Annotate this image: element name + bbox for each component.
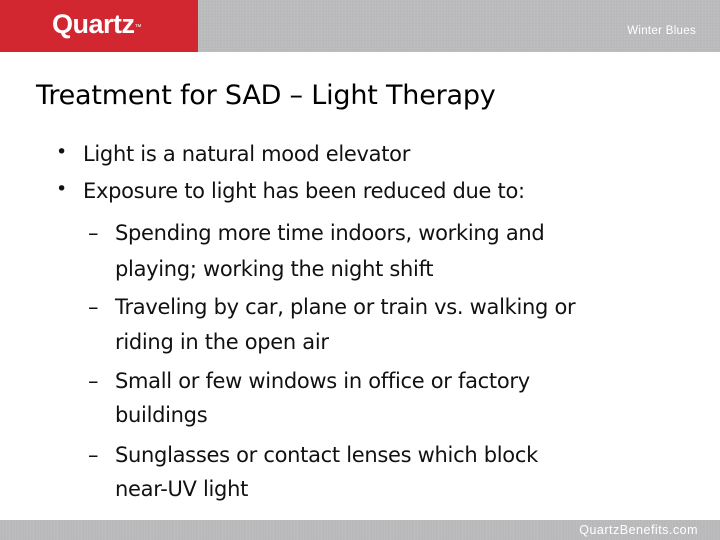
sub-bullet-continuation: near-UV light [115, 477, 249, 501]
slide-title: Treatment for SAD – Light Therapy [36, 80, 496, 111]
logo-text: Quartz [52, 9, 135, 39]
dash-marker: – [88, 295, 99, 319]
logo-trademark: ™ [134, 24, 142, 31]
sub-bullet-continuation: riding in the open air [115, 330, 329, 354]
sub-bullet-item: Traveling by car, plane or train vs. walking or [115, 295, 576, 319]
quartz-logo [52, 9, 141, 39]
footer-website: QuartzBenefits.com [579, 523, 698, 537]
sub-bullet-continuation: buildings [115, 403, 208, 427]
dash-marker: – [88, 369, 99, 393]
dash-marker: – [88, 443, 99, 467]
header-bar [0, 0, 720, 52]
sub-bullet-item: Spending more time indoors, working and [115, 221, 545, 245]
sub-bullet-item: Sunglasses or contact lenses which block [115, 443, 538, 467]
dash-marker: – [88, 221, 99, 245]
footer-bar [0, 520, 720, 540]
bullet-item: Light is a natural mood elevator [83, 142, 411, 166]
section-label: Winter Blues [627, 25, 696, 37]
bullet-marker: • [56, 178, 68, 200]
bullet-item: Exposure to light has been reduced due to: [83, 179, 525, 203]
sub-bullet-item: Small or few windows in office or factory [115, 369, 530, 393]
sub-bullet-continuation: playing; working the night shift [115, 257, 434, 281]
bullet-marker: • [56, 141, 68, 163]
logo-block [0, 0, 198, 52]
